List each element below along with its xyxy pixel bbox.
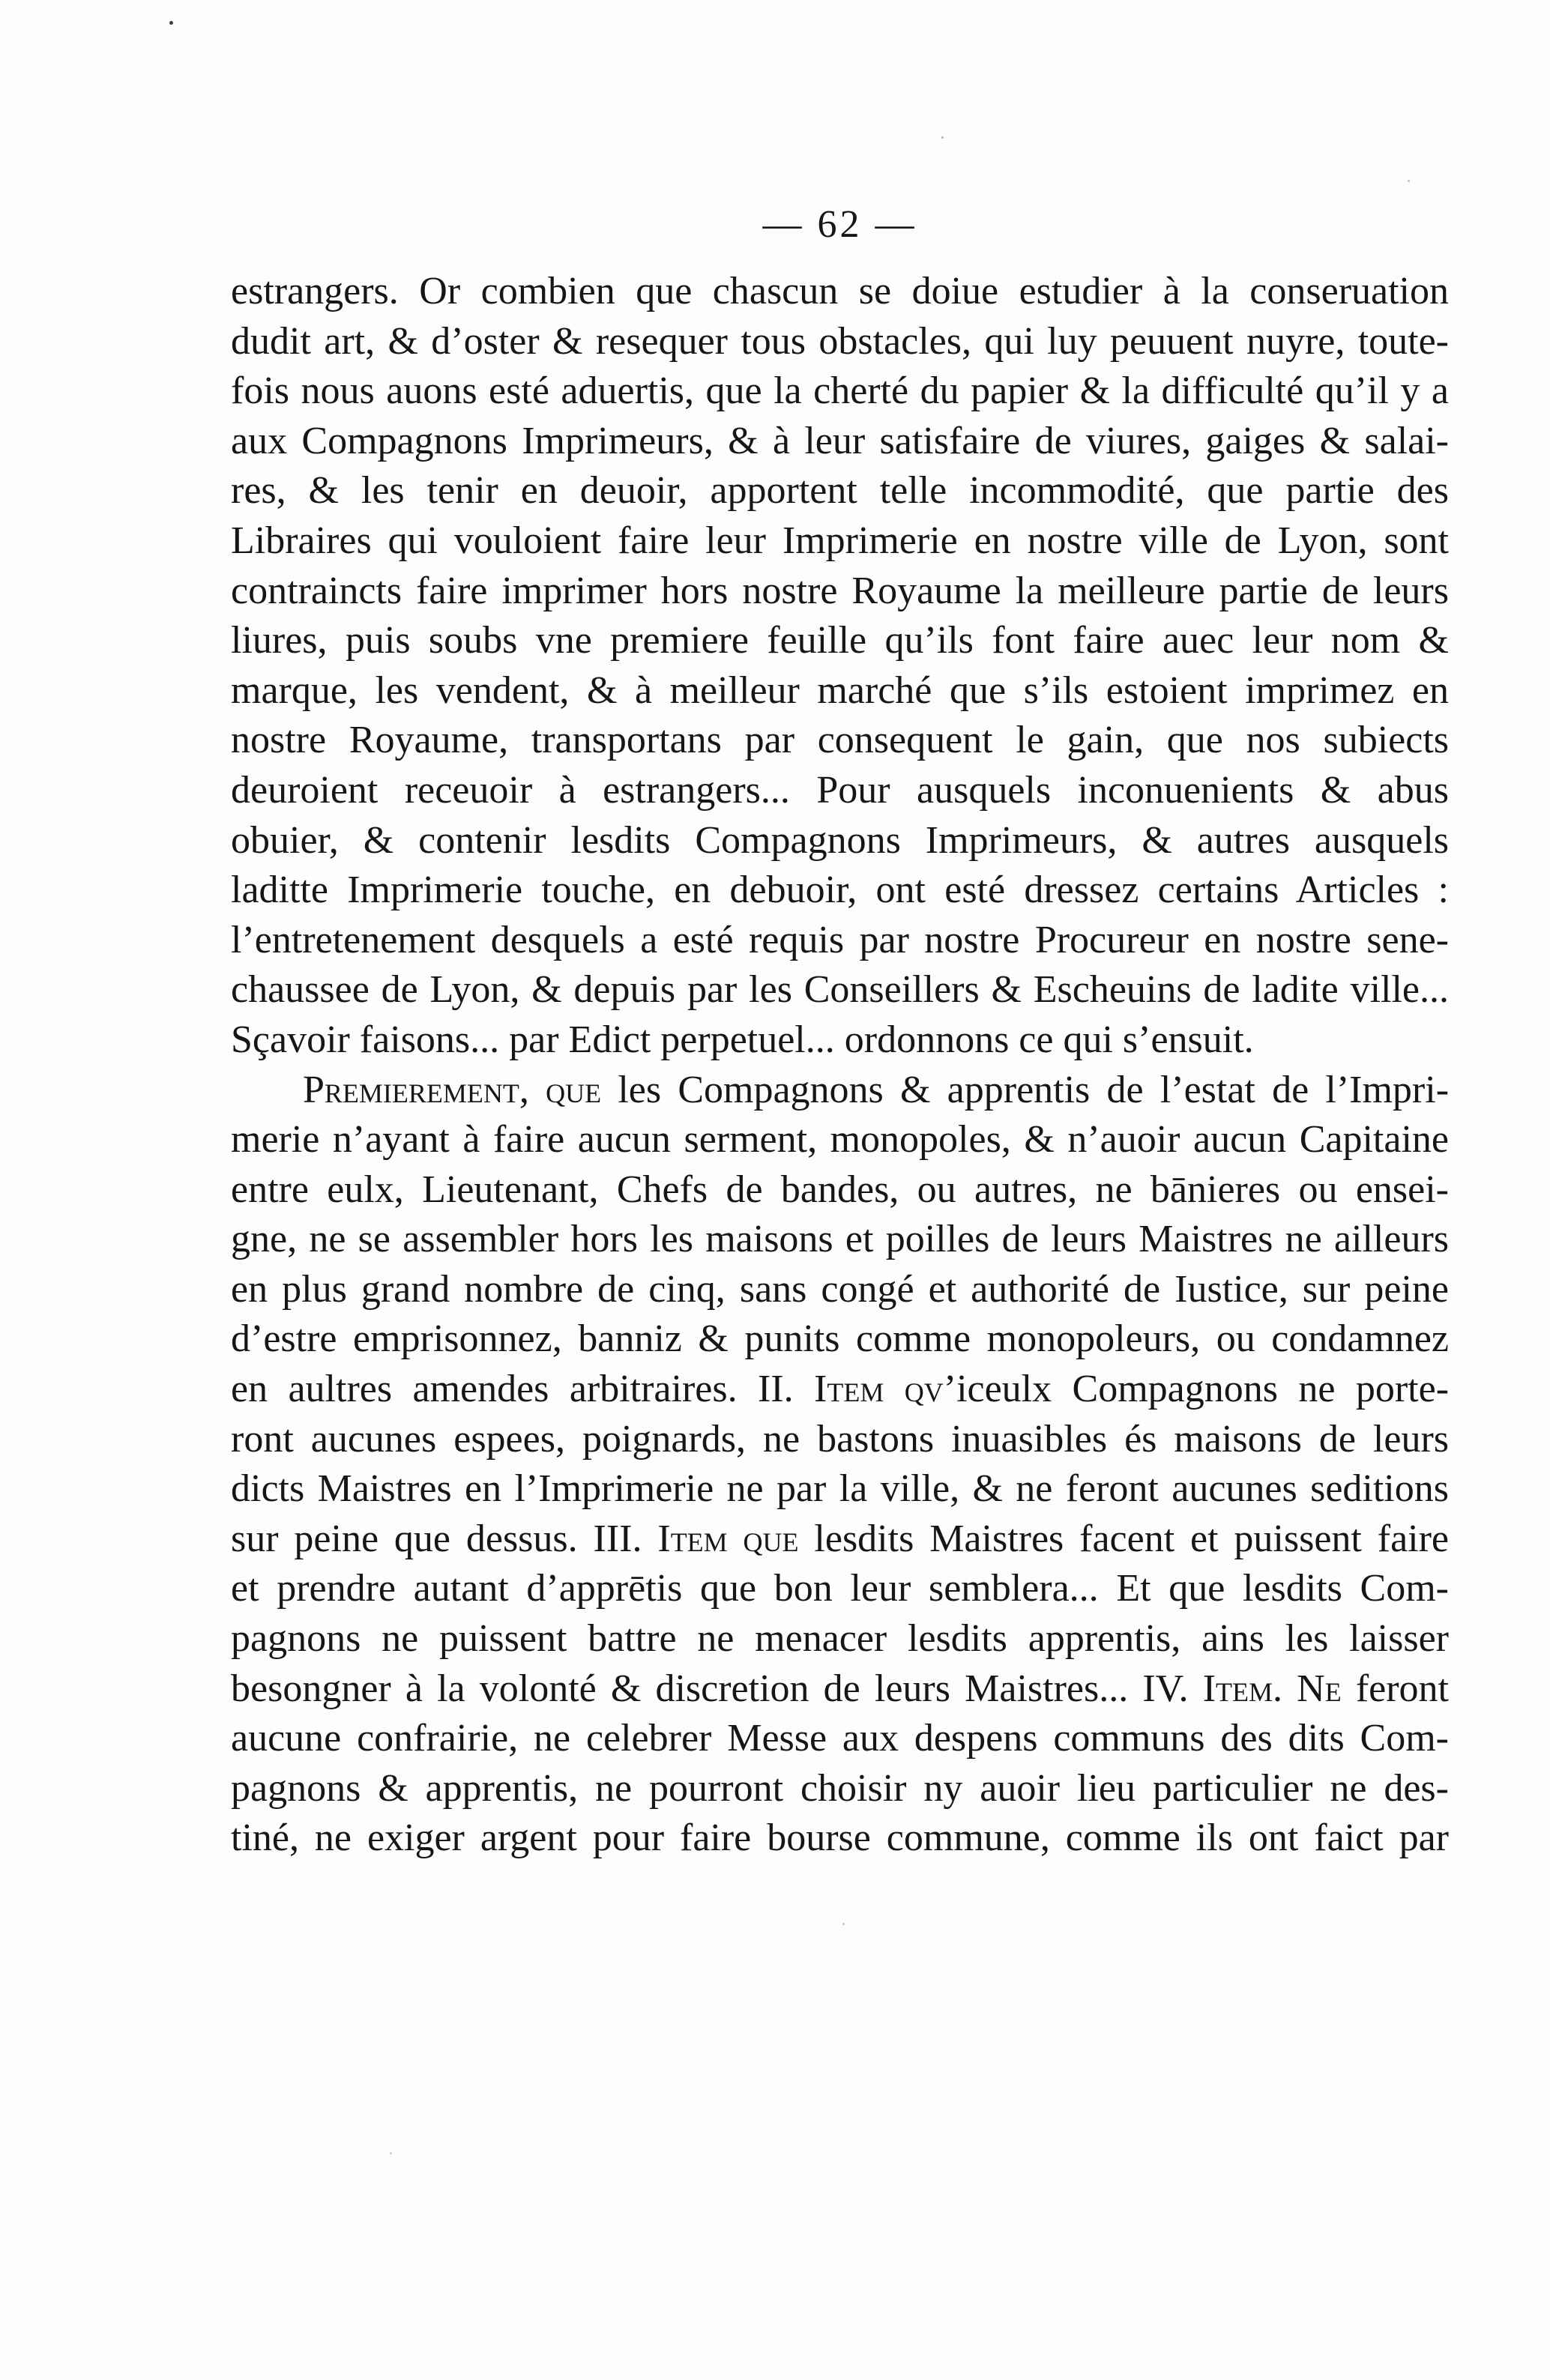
text-line bbox=[231, 516, 1449, 567]
text-run: sur peine que dessus. III. bbox=[231, 1517, 658, 1560]
text-line bbox=[231, 1714, 1449, 1764]
text-run: gne, ne se assembler hors les maisons et poilles de leurs Maistres ne ailleurs bbox=[231, 1218, 1449, 1261]
small-caps-run: Item que bbox=[657, 1517, 799, 1560]
text-line bbox=[231, 1115, 1449, 1165]
text-line bbox=[231, 916, 1449, 966]
text-line bbox=[231, 1564, 1449, 1614]
text-line bbox=[231, 1066, 1449, 1116]
text-run: en aultres amendes arbitraires. II. bbox=[231, 1368, 815, 1411]
text-run: fois nous auons esté aduertis, que la cherté du papier & la difficulté qu’il y a bbox=[231, 369, 1449, 413]
text-run: dicts Maistres en l’Imprimerie ne par la ville, & ne feront aucunes seditions bbox=[231, 1467, 1449, 1511]
text-line bbox=[231, 317, 1449, 367]
text-run: contraincts faire imprimer hors nostre Royaume la meilleure partie de leurs bbox=[231, 569, 1449, 612]
text-run: d’estre emprisonnez, banniz & punits comme monopoleurs, ou condamnez bbox=[231, 1317, 1449, 1361]
scan-speck bbox=[169, 21, 173, 25]
text-line bbox=[231, 666, 1449, 716]
text-run: ront aucunes espees, poignards, ne bastons inuasibles és maisons de leurs bbox=[231, 1417, 1449, 1461]
text-run: Sçavoir faisons... par Edict perpetuel... ordonnons ce qui s’ensuit. bbox=[231, 1018, 1254, 1061]
text-run: chaussee de Lyon, & depuis par les Conseillers & Escheuins de ladite ville... bbox=[231, 968, 1449, 1012]
text-line bbox=[231, 716, 1449, 766]
text-run: aucune confrairie, ne celebrer Messe aux despens communs des dits Com- bbox=[231, 1717, 1449, 1760]
text-run: marque, les vendent, & à meilleur marché que s’ils estoient imprimez en bbox=[231, 668, 1449, 712]
text-run: nostre Royaume, transportans par consequent le gain, que nos subiects bbox=[231, 719, 1449, 762]
text-line bbox=[231, 267, 1449, 317]
scan-speck bbox=[941, 136, 944, 139]
text-run: entre eulx, Lieutenant, Chefs de bandes, ou autres, ne bānieres ou ensei- bbox=[231, 1168, 1449, 1211]
text-run: tiné, ne exiger argent pour faire bourse commune, comme ils ont faict par bbox=[231, 1816, 1449, 1860]
text-run: feront bbox=[1341, 1667, 1449, 1710]
small-caps-run: Item qv’ bbox=[814, 1368, 957, 1411]
text-run: iceulx Compagnons ne porte- bbox=[956, 1368, 1450, 1411]
text-line bbox=[231, 1764, 1449, 1814]
scan-speck bbox=[390, 2152, 392, 2154]
text-line bbox=[231, 766, 1449, 816]
text-run: en plus grand nombre de cinq, sans congé et authorité de Iustice, sur peine bbox=[231, 1267, 1449, 1311]
text-line bbox=[231, 417, 1449, 467]
text-line bbox=[231, 1664, 1449, 1715]
scan-speck bbox=[1408, 180, 1410, 182]
text-run: l’entretenement desquels a esté requis par nostre Procureur en nostre sene- bbox=[231, 918, 1449, 961]
text-line bbox=[231, 1464, 1449, 1514]
text-run: laditte Imprimerie touche, en debuoir, ont esté dressez certains Articles : bbox=[231, 869, 1449, 912]
text-line bbox=[231, 1215, 1449, 1265]
text-line bbox=[231, 1813, 1449, 1864]
text-line bbox=[231, 1614, 1449, 1664]
text-run: les Compagnons & apprentis de l’estat de l’Impri- bbox=[601, 1068, 1450, 1111]
text-run: et prendre autant d’apprētis que bon leur semblera... Et que lesdits Com- bbox=[231, 1567, 1449, 1610]
text-run: lesdits Maistres facent et puissent faire bbox=[798, 1517, 1449, 1560]
text-run: estrangers. Or combien que chascun se doiue estudier à la conseruation bbox=[231, 270, 1449, 312]
text-run: dudit art, & d’oster & resequer tous obstacles, qui luy peuuent nuyre, toute- bbox=[231, 319, 1449, 363]
text-line bbox=[231, 616, 1449, 666]
text-line bbox=[231, 1015, 1449, 1066]
text-block bbox=[231, 267, 1449, 1864]
text-run: Libraires qui vouloient faire leur Imprimerie en nostre ville de Lyon, sont bbox=[231, 519, 1449, 562]
text-line bbox=[231, 1365, 1449, 1415]
text-run: aux Compagnons Imprimeurs, & à leur satisfaire de viures, gaiges & salai- bbox=[231, 419, 1449, 462]
text-run: merie n’ayant à faire aucun serment, monopoles, & n’auoir aucun Capitaine bbox=[231, 1118, 1449, 1162]
small-caps-run: Item. Ne bbox=[1202, 1667, 1342, 1710]
text-line bbox=[231, 965, 1449, 1015]
text-line bbox=[231, 1165, 1449, 1215]
text-run: liures, puis soubs vne premiere feuille qu’ils font faire auec leur nom & bbox=[231, 619, 1449, 662]
text-run: res, & les tenir en deuoir, apportent telle incommodité, que partie des bbox=[231, 469, 1449, 513]
page-number: — 62 — bbox=[762, 203, 917, 246]
text-run: pagnons ne puissent battre ne menacer lesdits apprentis, ains les laisser bbox=[231, 1617, 1449, 1661]
text-line bbox=[231, 567, 1449, 617]
text-run: pagnons & apprentis, ne pourront choisir ny auoir lieu particulier ne des- bbox=[231, 1766, 1449, 1810]
text-line bbox=[231, 1415, 1449, 1465]
scan-speck bbox=[842, 1923, 845, 1925]
text-line bbox=[231, 466, 1449, 516]
text-line bbox=[231, 1314, 1449, 1365]
text-run: besongner à la volonté & discretion de leurs Maistres... IV. bbox=[231, 1667, 1203, 1710]
text-line bbox=[231, 1514, 1449, 1565]
text-line bbox=[231, 1265, 1449, 1315]
text-line bbox=[231, 366, 1449, 417]
text-line bbox=[231, 866, 1449, 916]
text-run: deuroient receuoir à estrangers... Pour ausquels inconuenients & abus bbox=[231, 768, 1449, 812]
small-caps-run: Premierement, que bbox=[303, 1068, 602, 1111]
text-line bbox=[231, 816, 1449, 866]
text-run: obuier, & contenir lesdits Compagnons Imprimeurs, & autres ausquels bbox=[231, 818, 1449, 862]
